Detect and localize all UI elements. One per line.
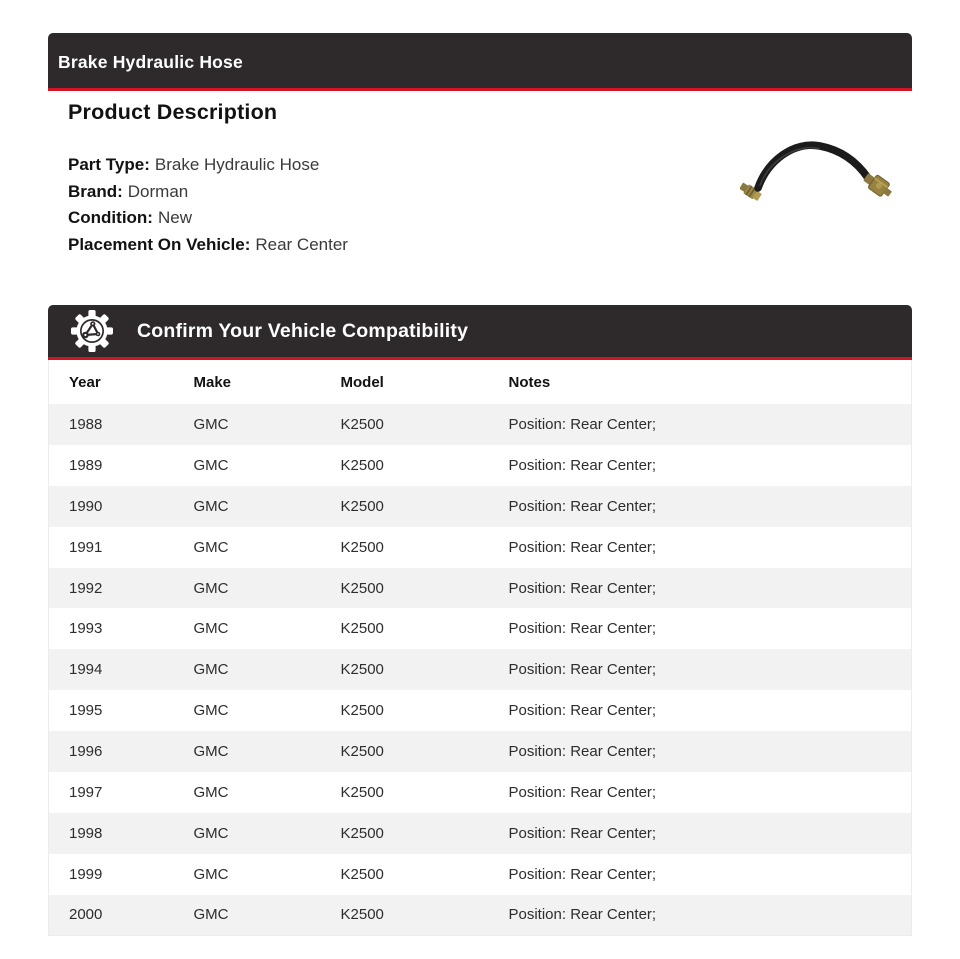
cell-notes: Position: Rear Center; (508, 824, 657, 842)
product-description-section (48, 100, 912, 267)
cell-make: GMC (193, 497, 229, 515)
cell-year: 1991 (69, 538, 103, 556)
column-header-notes: Notes (489, 360, 912, 404)
column-header-model: Model (321, 360, 489, 404)
table-row (49, 527, 912, 568)
brake-hose-product-image (740, 124, 912, 224)
cell-notes: Position: Rear Center; (508, 415, 657, 433)
field-label: Part Type: (68, 155, 150, 174)
cell-model: K2500 (340, 415, 384, 433)
cell-make: GMC (193, 865, 229, 883)
gear-icon (70, 309, 114, 353)
field-value: Rear Center (255, 234, 348, 254)
table-row (49, 486, 912, 527)
cell-make: GMC (193, 783, 229, 801)
compatibility-table (48, 360, 912, 936)
cell-year: 1996 (69, 743, 103, 761)
table-row (49, 895, 912, 936)
cell-year: 1995 (69, 702, 103, 720)
cell-make: GMC (193, 620, 229, 638)
cell-model: K2500 (340, 702, 384, 720)
compatibility-header-bar (48, 305, 912, 360)
table-row (49, 608, 912, 649)
cell-year: 1999 (69, 865, 103, 883)
cell-model: K2500 (340, 865, 384, 883)
description-heading: Product Description (68, 100, 278, 124)
field-label: Brand: (68, 181, 123, 201)
cell-make: GMC (193, 456, 229, 474)
table-row (49, 854, 912, 895)
cell-year: 1993 (69, 620, 103, 638)
table-row (49, 731, 912, 772)
table-row (49, 445, 912, 486)
cell-year: 1994 (69, 661, 103, 679)
field-label: Condition: (68, 208, 153, 227)
table-row (49, 772, 912, 813)
table-row (49, 568, 912, 609)
cell-model: K2500 (340, 579, 384, 597)
cell-year: 1998 (69, 824, 103, 842)
product-title: Brake Hydraulic Hose (58, 52, 243, 72)
cell-make: GMC (193, 743, 229, 761)
cell-notes: Position: Rear Center; (508, 783, 657, 801)
field-placement (68, 232, 912, 259)
cell-notes: Position: Rear Center; (508, 497, 657, 515)
cell-year: 1990 (69, 497, 103, 515)
field-label: Placement On Vehicle: (68, 234, 251, 254)
cell-make: GMC (193, 415, 229, 433)
cell-notes: Position: Rear Center; (508, 538, 657, 556)
cell-notes: Position: Rear Center; (508, 620, 657, 638)
cell-make: GMC (193, 538, 229, 556)
cell-notes: Position: Rear Center; (508, 579, 657, 597)
cell-make: GMC (193, 906, 229, 924)
cell-model: K2500 (340, 620, 384, 638)
cell-year: 2000 (69, 906, 103, 924)
cell-notes: Position: Rear Center; (508, 906, 657, 924)
cell-notes: Position: Rear Center; (508, 865, 657, 883)
cell-notes: Position: Rear Center; (508, 456, 657, 474)
cell-make: GMC (193, 824, 229, 842)
compatibility-table-body (49, 404, 912, 936)
cell-year: 1992 (69, 579, 103, 597)
cell-model: K2500 (340, 661, 384, 679)
cell-year: 1988 (69, 415, 103, 433)
cell-year: 1989 (69, 456, 103, 474)
cell-make: GMC (193, 579, 229, 597)
cell-model: K2500 (340, 824, 384, 842)
cell-model: K2500 (340, 538, 384, 556)
compatibility-heading: Confirm Your Vehicle Compatibility (137, 319, 469, 342)
cell-model: K2500 (340, 783, 384, 801)
field-value: Brake Hydraulic Hose (154, 155, 320, 174)
cell-notes: Position: Rear Center; (508, 702, 657, 720)
field-value: New (157, 208, 192, 227)
cell-model: K2500 (340, 497, 384, 515)
table-row (49, 649, 912, 690)
cell-model: K2500 (340, 743, 384, 761)
column-header-make: Make (174, 360, 321, 404)
cell-make: GMC (193, 661, 229, 679)
cell-make: GMC (193, 702, 229, 720)
cell-model: K2500 (340, 906, 384, 924)
table-header-row (49, 360, 912, 404)
product-title-bar (48, 33, 912, 91)
column-header-year: Year (49, 360, 174, 404)
table-row (49, 404, 912, 445)
cell-year: 1997 (69, 783, 103, 801)
field-value: Dorman (127, 181, 189, 201)
table-row (49, 813, 912, 854)
cell-notes: Position: Rear Center; (508, 743, 657, 761)
cell-model: K2500 (340, 456, 384, 474)
cell-notes: Position: Rear Center; (508, 661, 657, 679)
table-row (49, 690, 912, 731)
